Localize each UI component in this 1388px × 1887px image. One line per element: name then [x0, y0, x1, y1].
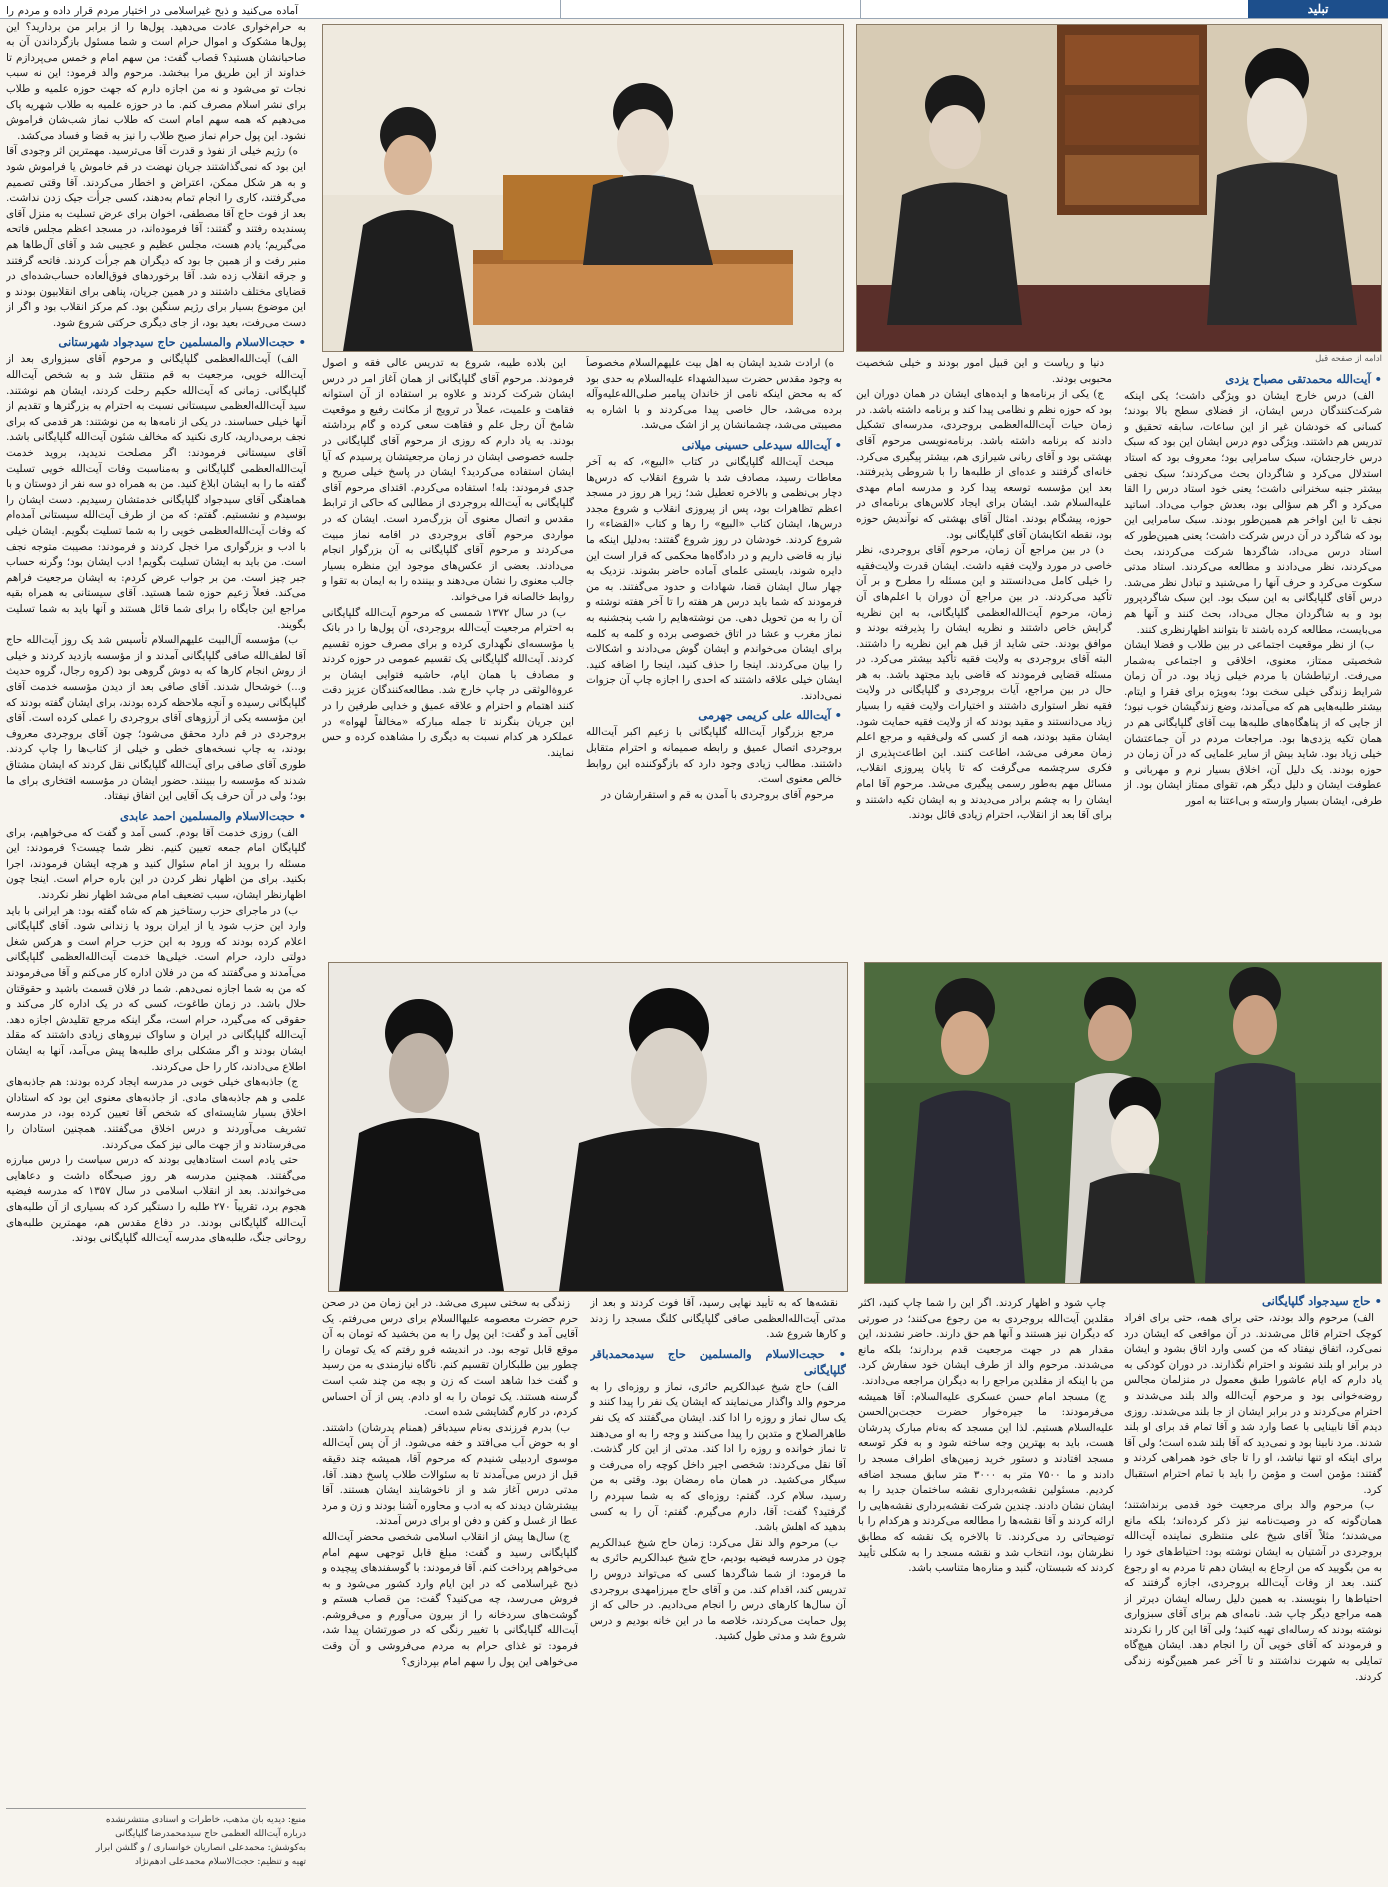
paragraph: مرجع بزرگوار آیت‌الله گلپایگانی با زعیم اکبر آیت‌الله بروجردی اتصال عمیق و رابطه صمیمانه و احترام متقابل داشتند. مطالب زیادی وجود دارد که بازگوکننده این روابط خالص معنوی است.: [586, 726, 842, 786]
paragraph: الف) مرحوم والد بودند، حتی برای همه، حتی برای افراد کوچک احترام قائل می‌شدند. در آن مواقعی که ایشان درد نمی‌کرد، اتفاق نیفتاد که من کسی وارد اتاق بشود و ایشان در برابر او بلند نشوند و احترام نگذارند. در دوران کودکی به یاد دارم که ایام عاشورا طبق معمول در منزلمان مجالس روضه‌خوانی بود و مرحوم آیت‌الله والد بلند می‌شدند و احترام می‌کردند و در برابر ایشان از جا بلند می‌شدند. روزی دیدم آقا نابینایی با عصا وارد شد و آقا تمام قد برای او بلند شدند. مرد نابینا بود و نمی‌دید که آقا بلند شده است؛ ولی آقا برای اینکه او تنها نباشد، او را تا جای خود همراهی کردند و گفتند: مؤمن است و مؤمن را باید با تمام احترام استقبال کرد.: [1124, 1312, 1382, 1496]
paragraph: الف) حاج شیخ عبدالکریم حائری، نماز و روزه‌ای را به مرحوم والد واگذار می‌نمایند که ایشان یک نفر را پیدا کنند و یک سال نماز و روزه را ادا کند. ایشان می‌گفتند که یک نفر طاهرالصلاح و متدین را پیدا می‌کنند و وجه را به او می‌دهند تا نماز خوانده و روزه را ادا کند. مدتی از این کار گذشت. آقا نقل می‌کردند: شخصی اجیر داخل کوچه راه می‌رفت و سیگار می‌کشید. در همان ماه رمضان بود. وقتی به من رسید، سلام کرد. گفتم: روزه‌ای که به شما سپردم را گرفتید؟ گفت: آقا، دارم می‌گیرم. گفتم: آن را به کسی بدهید که اهلش باشد.: [590, 1380, 846, 1534]
paragraph: این بلاده طیبه، شروع به تدریس عالی فقه و اصول فرمودند. مرحوم آقای گلپایگانی از همان آغاز امر در درس ایشان شرکت کردند و علاوه بر استفاده از آن استوانه فقاهت و علمیت، عملاً در ترویج از مکانت رفیع و موقعیت شامخ آن رجل علم و فقاهت سعی کرده و گام برداشته بودند. به یاد دارم که روزی از مرحوم آقای گلپایگانی در جلسه خصوصی ایشان در زمان مرجعیتشان پرسیدم که آیا ایشان استفاده می‌کردید؟ ایشان در پاسخ خیلی صریح و جدی فرمودند: بله! استفاده می‌کردم. اقتدای مرحوم آقای گلپایگانی به آیت‌الله بروجردی از مطالبی که حاکی از ترابط مقدس و اتصال معنوی آن بزرگ‌مرد است. ایشان که در مواردی مرحوم آقای بروجردی در اقامه نماز مبیت می‌کردند و مرحوم آقای گلپایگانی به آن بزرگوار انجام می‌دادند. بعضی از عکس‌های موجود این منظره بسیار جالب معنوی را نشان می‌دهند و بیننده را به ایمان به تقوا و روابط خالصانه فرا می‌خواند.: [322, 357, 574, 603]
paragraph: ب) بدرم فرزندی به‌نام سیدباقر (همنام پدرشان) داشتند. او به حوض آب می‌افتد و خفه می‌شود. از آن پس آیت‌الله موسوی اردبیلی شنیدم که مرحوم آقا، همیشه چند دقیقه قبل از درس می‌آمدند تا به سئوالات طلاب پاسخ دهند. آقا، مدتی درس آغاز شد و از ناخوشایند ایشان هستند. آقا بیشترشان دیدند که به ادب و محاوره آشنا بودند و زن و مرد عطا از غسل و کفن و دفن او برای درس آمدند.: [322, 1421, 578, 1528]
credit-line: منبع: دیدیه بان مذهب، خاطرات و اسنادی منتشرنشده: [105, 1815, 306, 1825]
paragraph: ج) مسجد امام حسن عسکری علیه‌السلام: آقا همیشه می‌فرمودند: ما جیره‌خوار حضرت حجت‌بن‌الحسن علیه‌السلام هستیم. لذا این مسجد که به‌نام مبارک پدرشان هست، باید به بهترین وجه ساخته شود و به فکر توسعه مسجد افتادند و دستور خرید زمین‌های اطراف مسجد را دادند و ما ۷۵۰۰ متر به ۳۰۰۰ متر سابق مسجد اضافه کردیم. مسئولین نقشه‌برداری نقشه ساختمان جدید را به ایشان نشان دادند. چندین شرکت نقشه‌برداری نقشه‌هایی را ارائه کردند و آقا نقشه‌ها را مطالعه می‌کردند و هرکدام را با توضیحاتی رد می‌کردند. تا بالاخره یک نقشه که مطابق نظرشان بود، انتخاب شد و نقشه مسجد را به شکلی تأیید کردند که شبستان، گنبد و مناره‌ها متناسب باشد.: [858, 1390, 1114, 1575]
photo-two-clerics-library: [856, 24, 1382, 352]
paragraph: حتی یادم است استادهایی بودند که درس سیاست را درس مبارزه می‌گفتند. همچنین مدرسه هر روز صبحگاه داشت و دعاهایی می‌خواندند. بعد از انقلاب اسلامی در سال ۱۳۵۷ که مدرسه فیضیه هجوم برد، تقریباً ۲۷۰ طلبه را دستگیر کرد که بسیاری از آن طلبه‌های آیت‌الله گلپایگانی بودند. در دفاع مقدس هم، مهمترین طلبه‌های روحانی جنگ، طلبه‌های مدرسه آیت‌الله گلپایگانی بودند.: [6, 1154, 306, 1245]
column-2: [322, 356, 574, 956]
paragraph: ب) مرحوم والد نقل می‌کرد: زمان حاج شیخ عبدالکریم چون در مدرسه فیضیه بودیم، حاج شیخ عبدالکریم حائری به ما فرمود: از شما شاگردها کسی که می‌تواند دروس را تدریس کند، اقدام کند. من و آقای حاج میرزامهدی بروجردی آن سال‌ها کارهای درس را انجام می‌دادیم. در حالی که از پول حمایت می‌کردند، خلاصه ما در این خانه بودیم و درس شروع شد و مدتی طول کشید.: [590, 1536, 846, 1643]
paragraph: الف) درس خارج ایشان دو ویژگی داشت؛ یکی اینکه شرکت‌کنندگان درس ایشان، از فضلای سطح بالا بودند؛ کسانی که خودشان غیر از این ساعات، سابقه تحقیق و تدریس هم داشتند. ویژگی دوم درس ایشان این بود که سبک درس خارجشان، سبک سامرایی بود؛ معروف بود که استاد استدلال می‌کرد و شاگردان بحث می‌کردند؛ سبک نجفی بیشتر جنبه سخنرانی داشت؛ یعنی خود استاد درس را القا می‌کرد و اگر هم سؤالی بود، بعدش جواب می‌داد. اساتید نجف تا این اواخر هم همین‌طور بودند. سبک سامرایی این بود که شاگرد در آن درس شرکت داشت؛ یعنی همین‌طور که استاد درس می‌داد، شاگردها شرکت می‌کردند، بحث می‌کردند، نظر می‌دادند و مطالعه می‌کردند. استاد مدتی سکوت می‌کرد و حرف آنها را می‌شنید و تبادل نظر می‌شد. درس آقای گلپایگانی به این سبک بود. این سبک شاگردپرور بود و به شاگردان مجال می‌داد، بحث کنند و آنها هم می‌بایست، مطالعه کرده باشند تا بتوانند اظهارنظری کنند.: [1124, 389, 1382, 636]
column-4: [856, 356, 1112, 956]
paragraph: ب) در ماجرای حزب رستاخیز هم که شاه گفته بود: هر ایرانی با باید وارد این حزب شود یا از ایران برود یا زندانی شود. آقای گلپایگانی اعلام کرده بودند که ورود به این حزب حرام است و هرکس شغل دولتی دارد، حرام است. خیلی‌ها خدمت آیت‌الله‌العظمی گلپایگانی می‌آمدند و می‌گفتند که من در فلان اداره کار می‌کنم و آقا می‌فرمودند که من به شما اجازه نمی‌دهم. شما در فلان قسمت باشید و حقوقتان حلال باشد. در زمان طاغوت، کسی که در یک اداره کار می‌کند و حقوقی که می‌گیرد، حرام است، مگر اینکه مرجع تقلیدش اجازه دهد. آیت‌الله گلپایگانی در ایران و ساواک نیروهای زیادی داشتند که مقلد ایشان بودند و اگر مشکلی برای طلبه‌ها پیش می‌آمد، آنها به ایشان اطلاع می‌دادند، کار را حل می‌کردند.: [6, 904, 306, 1073]
paragraph: ب) در سال ۱۳۷۲ شمسی که مرحوم آیت‌الله گلپایگانی به احترام مرجعیت آیت‌الله بروجردی، آن پول‌ها را در بانک یا مؤسسه‌ای نگهداری کرده و برای مصرف حوزه تقسیم کردند. آیت‌الله گلپایگانی یک تقسیم عمومی در حوزه کردند و مصادف با همان ایام، حاشیه فتوایی ایشان بر عروة‌الوثقی در چاپ خارج شد. مطالعه‌کنندگان عزیز دقت کنند اهتمام و احترام و علاقه عمیق و خدایی طرفین را در این جریان بنگرند تا جمله مبارکه «مخالفاً لهواه» در عملکرد هر کدام نسبت به دیگری را مشاهده کرده و حس نمایند.: [322, 606, 574, 759]
speaker-heading: • حجت‌الاسلام والمسلمین حاج سیدمحمدباقر گلپایگانی: [590, 1346, 846, 1377]
column-1: [6, 4, 306, 1804]
continued-note: ادامه از صفحه قبل: [1315, 354, 1382, 364]
column-5: [1124, 352, 1382, 956]
column-7: [590, 1296, 846, 1881]
speaker-heading: • آیت‌الله محمدتقی مصباح یزدی: [1225, 371, 1382, 386]
credit-line: به‌کوشش: محمدعلی انصاریان خوانساری / و گلشن ابرار: [95, 1843, 306, 1853]
photo-two-clerics-bedside: [322, 24, 844, 352]
column-8: [858, 1296, 1114, 1881]
paragraph: ج) جاذبه‌های خیلی خوبی در مدرسه ایجاد کرده بودند: هم جاذبه‌های علمی و هم جاذبه‌های مادی. از جاذبه‌های معنوی این بود که استادان اخلاق بسیار شایسته‌ای که شخص آقا تعیین کرده بود، در مدرسه تشریف می‌آوردند و درس اخلاق می‌گفتند. همچنین استادان را می‌فرستادند و از جهت مالی نیز کمک می‌کردند.: [6, 1076, 306, 1151]
speaker-heading: • حجت‌الاسلام والمسلمین حاج سیدجواد شهرستانی: [58, 335, 306, 350]
speaker-heading: • حاج سیدجواد گلپایگانی: [1261, 1294, 1382, 1308]
speaker-heading: • آیت‌الله علی کریمی جهرمی: [698, 708, 842, 723]
paragraph: آماده می‌کنید و ذبح غیراسلامی در اختیار مردم قرار داده و مردم را به حرام‌خواری عادت می‌دهید. پول‌ها را از برابر من بردارید؟ این پول‌ها مشکوک و اموال حرام است و شما مسئول بازگرداندن آن به صاحبانشان هستید؟ قصاب گفت: من سهم امام و خمس می‌پردازم تا خداوند از این طریق مرا ببخشد. مرحوم والد فرمود: این نه سبب نجات تو می‌شود و نه من اجازه دارم که جهت حوزه علمیه و طلاب برای نشر اسلام مصرف کنم. ما در حوزه علمیه به طلاب شهریه پاک می‌دهیم که همه سهم امام است که طلاب نماز شب‌شان فراموش نشود. این پول حرام نماز صبح طلاب را نیز به قضا و فساد می‌کشد.: [6, 5, 306, 142]
credits-box: [6, 1808, 306, 1887]
speaker-heading: • آیت‌الله سیدعلی حسینی میلانی: [681, 437, 842, 452]
column-9: [1124, 1290, 1382, 1881]
paragraph: ج) یکی از برنامه‌ها و ایده‌های ایشان در همان دوران این بود که حوزه نظم و نظامی پیدا کند و برنامه داشته باشد. در زمان حیات آیت‌الله‌العظمی بروجردی، مدرسه‌ای تشکیل دادند که برنامه داشته باشد. برنامه‌نویسی مرحوم آقای بهشتی بود و آقای ربانی شیرازی هم، بیشتر پیگیری می‌کرد. خانه‌ای گرفتند و عده‌ای از طلبه‌ها را با شروطی پذیرفتند. بعد این مؤسسه توسعه پیدا کرد و مدرسه امام مهدی علیه‌السلام شد. ایشان برای ایجاد کلاس‌های برنامه‌ای در حوزه، پیشگام بودند. امثال آقای بهشتی که نوآندیش حوزه بود، نقطه اتکایشان آقای گلپایگانی بود.: [856, 388, 1112, 541]
credit-line: تهیه و تنظیم: حجت‌الاسلام محمدعلی ادهم‌نژاد: [134, 1857, 306, 1867]
paragraph: مرحوم آقای بروجردی با آمدن به قم و استقرارشان در: [601, 788, 834, 801]
paragraph: نقشه‌ها که به تأیید نهایی رسید، آقا فوت کردند و بعد از مدتی آیت‌الله‌العظمی صافی گلپایگانی کلنگ مسجد را زدند و کارها شروع شد.: [590, 1297, 846, 1341]
photo-group-four-clerics: [864, 962, 1382, 1284]
column-6: [322, 1296, 578, 1881]
paragraph: ب) مؤسسه آل‌البیت علیهم‌السلام تأسیس شد یک روز آیت‌الله حاج آقا لطف‌الله صافی گلپایگانی آمدند و از مؤسسه بازدید کردند و خیلی از روش انجام کارها که به دوش گروهی بود (کروه رجال، گروه حدیث و...) خوشحال شدند. آقای صافی بعد از دیدن مؤسسه خدمت آقای گلپایگانی رسیده و آنچه ملاحظه کرده بودند، برای ایشان گفته بودند که این مؤسسه یکی از آرزوهای آقای بروجردی را عملی کرده است. آقای بروجردی در قم دارد محقق می‌شود؛ چون آقای بروجردی معروف بودند، به چاپ نسخه‌های خطی و خیلی از کتاب‌ها را چاپ کردند. طوری آقای صافی برای آیت‌الله گلپایگانی نقل کردند که ایشان مشتاق شدند که مؤسسه را ببینند. حضور ایشان در مؤسسه افتخاری برای ما بود؛ ولی در آن حرف یک آقایی این اتفاق نیفتاد.: [6, 634, 306, 803]
paragraph: ه) رژیم خیلی از نفوذ و قدرت آقا می‌ترسید. مهمترین اثر وجودی آقا این بود که نمی‌گذاشتند جریان نهضت در قم خاموش یا فراموش شود و به هر شکل ممکن، اعتراض و اخطار می‌کردند. آقا وقتی تصمیم می‌گرفتند، کاری را انجام تمام به‌دهند، کسی جرأت جیک زدن نداشت. بعد از فوت حاج آقا مصطفی، اخوان برای عرض تسلیت به منزل آقای پسندیده رفتند و گفتند: آقا فرموده‌اند، در مسجد اعظم مجلس فاتحه می‌گیریم؛ یادم هست، مجلس عظیم و عجیبی شد و آقای آل‌طاها هم منبر رفت و از همین جا بود که دیگران هم جرأت کردند. فاتحه گرفتند و جرقه انقلاب زده شد. آقا برخوردهای فوق‌العاده حساب‌شده‌ای در قضایای مختلف داشتند و در همین جریان، پناهی برای انقلابیون بودند و این موضوع بسیار برای رژیم سنگین بود. کم مرکز انقلاب بود و اگر از دست می‌رفت، بعید بود، از جای دیگری حرکتی شروع شود.: [6, 145, 306, 329]
paragraph: ب) از نظر موقعیت اجتماعی در بین طلاب و فضلا ایشان شخصیتی ممتاز، معنوی، اخلاقی و اجتماعی به‌شمار می‌رفت. ارتباطشان با مردم خیلی زیاد بود. در آن زمان شرایط زندگی خیلی سخت بود؛ به‌ویژه برای فقرا و ایتام. بیشتر طلبه‌هایی هم که می‌آمدند، وضع زندگیشان خوب نبود؛ از جایی که از پناهگاه‌های طلبه‌ها بیت آقای گلپایگانی هم در همان تکیه یزدی‌ها بود. مراجعات مردم در آن جماعتشان خیلی زیاد بود. شاید بیش از سایر علمایی که در آن زمان در حوزه بودند. یک دلیل آن، اخلاق بسیار نرم و مهربانی و عطوفت ایشان و دلیل دیگر هم، تقوای ممتاز ایشان بود. از طرفی، ایشان بسیار وارسته و بی‌اعتنا به امور: [1124, 639, 1382, 808]
paragraph: الف) آیت‌الله‌العظمی گلپایگانی و مرحوم آقای سبزواری بعد از آیت‌الله خویی، مرجعیت به قم منتقل شد و به شخص آیت‌الله گلپایگانی. زمانی که آیت‌الله حکیم رحلت کردند، ایشان هم نوشتند. سید آیت‌الله‌العظمی سیستانی نسبت به احترام به بزرگترها و تقدیم از آنها خیلی حساسند. در یکی از نامه‌ها به من نوشتند: هر قدمی که برای نجف برمی‌دارید، کاری نکنید که مخالف شئون آیت‌الله گلپایگانی باشد. آقای سیستانی فرمودند: اگر مصلحت ندیدید، بروید خدمت آیت‌الله‌العظمی گلپایگانی و به‌مناسبت وفات آیت‌الله خویی تسلیت گفته ما را به ایشان ابلاغ کنید. من به همراه دو سه نفر از دوستان و با هماهنگی آقای سیدجواد گلپایگانی خدمتشان رسیدیم. دست ایشان را بوسیدم و نشستیم. گفتم: که من از طرف آیت‌الله سیستانی آمده‌ام که وفات آیت‌الله‌العظمی خویی را به شما تسلیت بگویم. ایشان خیلی با ادب و بزرگواری مرا خجل کردند و فرمودند: مصیبت متوجه نجف است. من باید به ایشان تسلیت بگویم! ادب ایشان بود؛ وگرنه حساب جبر چیز است. من بر جواب عرض کردم: به ایشان مرجعیت فراهم می‌کند. فعلاً زعیم حوزه شما هستید. آقای سیستانی به همراه بقیه مراجع این جایگاه را برای شما قائل هستند و آنها باید به شما تسلیت بگویند.: [6, 353, 306, 631]
paragraph: ه) ارادت شدید ایشان به اهل بیت علیهم‌السلام مخصوصاً به وجود مقدس حضرت سیدالشهداء علیه‌السلام به حدی بود که به محض اینکه نامی از خاندان پیامبر صلی‌الله‌علیه‌وآله برده می‌شد، حال خاصی پیدا می‌کردند و با اشاره به مصیبتی می‌شد، چشمانشان پر از اشک می‌شد.: [586, 357, 842, 432]
paragraph: ج) سال‌ها پیش از انقلاب اسلامی شخصی محضر آیت‌الله گلپایگانی رسید و گفت: مبلغ قابل توجهی سهم امام می‌خواهم پرداخت کنم. آقا فرمودند: با گوسفندهای پیچیده و ذبح غیراسلامی که در این ایام وارد کشور می‌شود و به فروش می‌رسد، چه می‌کنید؟ گفت: من قصاب هستم و گوشت‌های سردخانه را از بیرون می‌آورم و می‌فروشم. آیت‌الله گلپایگانی با تغییر رنگی که در صورتشان پیدا شد، فرمود: تو غذای حرام به مردم می‌فروشی و آن وقت می‌خواهی این پول را سهم امام بپردازی؟: [322, 1530, 578, 1668]
credit-line: درباره آیت‌الله العظمی حاج سیدمحمدرضا گلپایگانی: [115, 1829, 306, 1839]
photo-two-clerics-portrait: [328, 962, 848, 1292]
paragraph: زندگی به سختی سپری می‌شد. در این زمان من در صحن حرم حضرت معصومه علیهاالسلام برای درس می‌رفتم. یک آقایی آمد و گفت: این پول را به من بخشید که تومان به آن موقع قابل توجه بود. در اندیشه فرو رفتم که یک تومان را چطور بین طلبکاران تقسیم کنم. ناگاه نیازمندی به من رسید و گفت خدا شاهد است که زن و بچه من چند شب است گرسنه هستند. یک تومان را به او دادم. پس از آن احساس کردم، در کارم گشایشی شده است.: [322, 1297, 578, 1419]
paragraph: دنیا و ریاست و این قبیل امور بودند و خیلی شخصیت محبوبی بودند.: [856, 357, 1112, 385]
paragraph: مبحث آیت‌الله گلپایگانی در کتاب «البیع»، که به آخر معاطات رسید، مصادف شد با شروع انقلاب که درس‌ها دچار بی‌نظمی و بالاخره تعطیل شد؛ زیرا هر روز در مسجد اعظم تظاهرات بود، پس از پیروزی انقلاب و شروع مجدد درس‌ها، ایشان کتاب «البیع» را رها و کتاب «القضاء» را شروع کردند. خودشان در روز شروع گفتند: به‌دلیل اینکه ما نیاز به قاضی داریم و در دادگاه‌ها محکمی که قرار است این دایره شوند، بایستی علمای آماده حاضر بشوند. نزدیک به چهار سال ایشان قضا، شهادات و حدود می‌گفتند. به من فرمودند که شما باید درس هر هفته را تا آخر هفته نوشته و آن را به من تحویل دهی. من نوشته‌هایم را شب پنجشنبه به نماز مغرب و عشا در اتاق خصوصی برده و کلمه به کلمه برای ایشان می‌خواندم و ایشان گوش می‌دادند و اشکالات را بیان می‌کردند. اینجا را حذف کنید، اینجا را اضافه کنید. ایشان خیلی علاقه داشتند که احدی را اجازه چاپ آن جزوات نمی‌دادند.: [586, 455, 842, 702]
paragraph: د) در بین مراجع آن زمان، مرحوم آقای بروجردی، نظر خاصی در مورد ولایت فقیه داشت. ایشان قدرت ولایت‌فقیه را خیلی کامل می‌دانستند و این مسئله را مطرح و بر آن تأکید می‌کردند. در بین مراجع آن دوران با اعلم‌های آن زمان، مرحوم آیت‌الله‌العظمی گلپایگانی، به این نظریه گرایش خاص داشتند و نظریه ایشان را پذیرفته بودند و موافق بودند. حتی شاید از قبل هم این نظریه را داشتند. البته آقای بروجردی به ولایت فقیه تأکید بیشتر می‌کرد. در مسئله قضایی فرمودند که قاضی باید مجتهد باشد. به هر حال در بین مراجع، آیات بروجردی و گلپایگانی در ولایت فقیه نظر استواری داشتند و اختیارات ولایت فقیه را بسیار زیاد می‌دانستند و مقید بودند که از ولایت فقیه حمایت شود. ایشان مقید بودند، همه از کسی که ولی‌فقیه و مرجع اعلم زمان معرفی می‌شد، اطاعت کنند. این اطاعت‌پذیری از فکری سرچشمه می‌گرفت که تا پایان پیروزی انقلاب، مسائل مهم به‌طور رسمی پیگیری می‌شد. مرحوم آقا امام ایشان را به چشم برادر می‌دیدند و به ایشان تکیه داشتند و برای آقا بعد از انقلاب، احترام زیادی قائل بودند.: [856, 544, 1112, 822]
paragraph: چاپ شود و اظهار کردند. اگر این را شما چاپ کنید، اکثر مقلدین آیت‌الله بروجردی به من رجوع می‌کنند؛ در صورتی که دیگران نیز هستند و آنها هم حق دارند. حاضر نشدند، این مقدار هم در جهت مرجعیت قدم بردارند؛ بلکه مانع می‌شدند. مرحوم والد از طرف ایشان خود سفارش کرد. من با اینکه از مقلدین مراجع را به دیگران مراجعه می‌دادند.: [858, 1297, 1114, 1387]
paragraph: الف) روزی خدمت آقا بودم. کسی آمد و گفت که می‌خواهیم، برای گلپایگان امام جمعه تعیین کنیم. نظر شما چیست؟ فرمودند: این مسئله را بروید از امام سئوال کنید و هرچه ایشان فرمودند، اجرا بکنید. برای من اظهار نظر کردن در این باره حرام است. اینجا چون اظهارنظر ایشان، سبب تضعیف امام می‌شد اظهار نظر نکردند.: [6, 826, 306, 902]
column-3: [586, 356, 842, 956]
publication-logo: تبلید: [1248, 0, 1388, 18]
speaker-heading: • حجت‌الاسلام والمسلمین احمد عابدی: [120, 808, 306, 823]
paragraph: ب) مرحوم والد برای مرجعیت خود قدمی برنداشتند؛ همان‌گونه که در وصیت‌نامه نیز ذکر کرده‌اند؛ بلکه مانع می‌شدند؛ مثلاً آقای شیخ علی منتظری نماینده آیت‌الله بروجردی در آشتیان به ایشان نوشته بود: احتیاط‌های خود را به من بگویید که من ارجاع به ایشان دهم تا مردم به او رجوع کنند. بعد از وفات آیت‌الله بروجردی، اجازه گرفتند که احتیاط‌ها را بنویسند. به همین دلیل رساله ایشان دیرتر از همه مراجع دیگر چاپ شد. نامه‌ای هم برای آقای سبزواری نوشته بودند که رساله‌ای تهیه کنید؛ ولی آقا این کار را نکردند و فرمودند که آقای خویی آن را انجام دهد. ایشان هیچ‌گاه تمایلی به شهرت نداشتند و تا آخر عمر همین‌گونه زندگی کردند.: [1124, 1499, 1382, 1683]
